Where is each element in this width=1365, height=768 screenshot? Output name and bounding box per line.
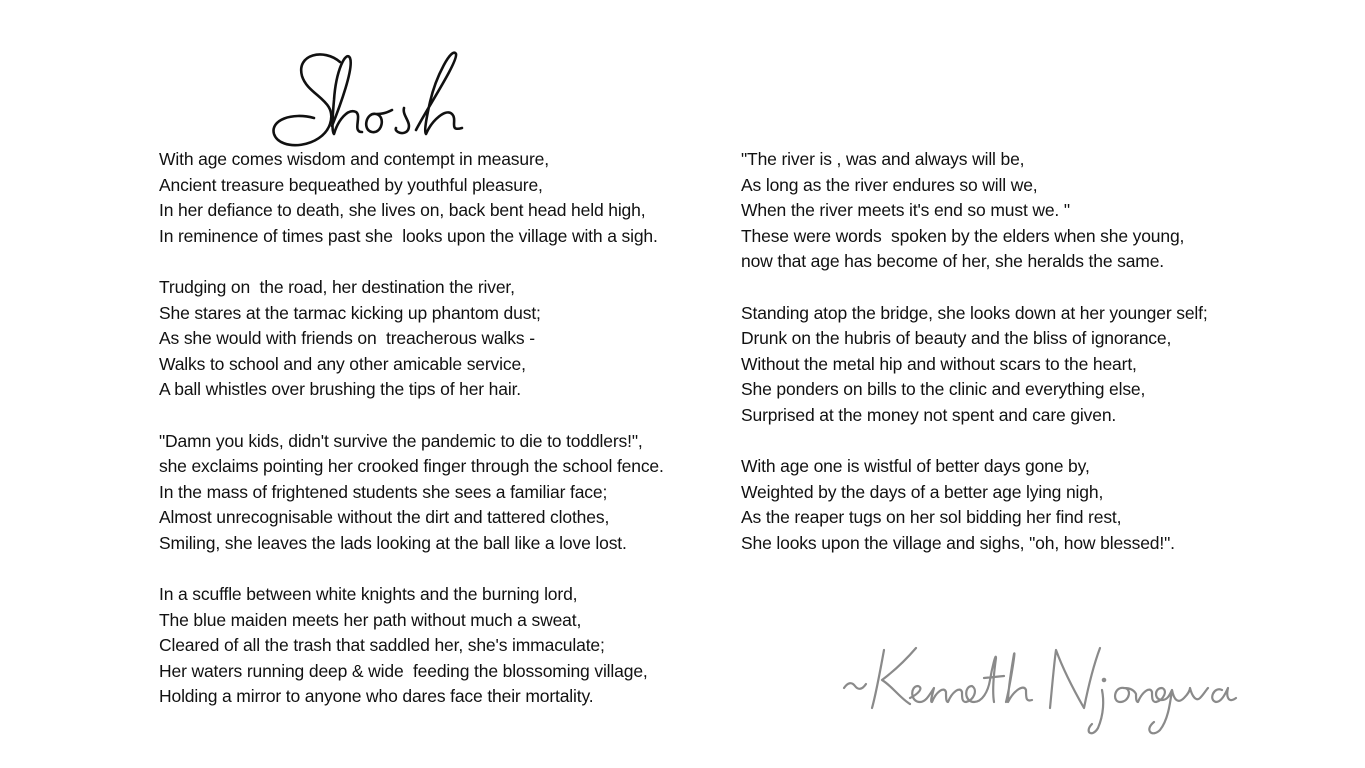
poem-line: When the river meets it's end so must we. " (741, 200, 1070, 221)
poem-line: "The river is , was and always will be, (741, 149, 1025, 169)
stanza (741, 454, 1301, 556)
stanza (741, 147, 1301, 275)
poem-line: She looks upon the village and sighs, "oh, how blessed!". (741, 532, 1175, 553)
poem-line: These were words spoken by the elders when she young, (741, 225, 1185, 246)
author-signature (838, 628, 1238, 738)
poem-left-column (159, 147, 729, 736)
poem-line: Cleared of all the trash that saddled her, she's immaculate; (159, 635, 605, 656)
poem-line: "Damn you kids, didn't survive the pandemic to die to toddlers!", (159, 430, 643, 451)
poem-line: Weighted by the days of a better age lying nigh, (741, 481, 1104, 502)
stanza (159, 429, 729, 557)
poem-line: In the mass of frightened students she sees a familiar face; (159, 481, 608, 502)
poem-line: now that age has become of her, she heralds the same. (741, 251, 1165, 272)
poem-line: With age comes wisdom and contempt in measure, (159, 149, 549, 169)
stanza (741, 301, 1301, 429)
stanza (159, 275, 729, 403)
poem-line: A ball whistles over brushing the tips of her hair. (159, 379, 521, 400)
poem-line: As she would with friends on treacherous walks - (159, 328, 535, 349)
poem-right-column (741, 147, 1301, 582)
title-script-drawing (262, 40, 482, 160)
poem-line: Trudging on the road, her destination the river, (159, 276, 515, 297)
poem-line: Holding a mirror to anyone who dares face their mortality. (159, 686, 594, 707)
poem-line: Without the metal hip and without scars to the heart, (741, 353, 1137, 374)
poem-line: As the reaper tugs on her sol bidding her find rest, (741, 507, 1122, 528)
poem-line: Smiling, she leaves the lads looking at the ball like a love lost. (159, 532, 627, 553)
poem-line: she exclaims pointing her crooked finger through the school fence. (159, 456, 664, 477)
poem-line: In her defiance to death, she lives on, back bent head held high, (159, 200, 646, 221)
poem-title (262, 40, 482, 160)
stanza (159, 147, 729, 249)
poem-line: Ancient treasure bequeathed by youthful pleasure, (159, 174, 543, 195)
signature-script-drawing (838, 628, 1238, 738)
poem-line: In reminence of times past she looks upon the village with a sigh. (159, 225, 658, 246)
poem-line: In a scuffle between white knights and the burning lord, (159, 584, 578, 605)
poem-line: Her waters running deep & wide feeding the blossoming village, (159, 660, 648, 681)
poem-line: Walks to school and any other amicable service, (159, 353, 526, 374)
poem-line: With age one is wistful of better days gone by, (741, 456, 1090, 477)
poem-line: Surprised at the money not spent and care given. (741, 404, 1117, 425)
stanza (159, 582, 729, 710)
poem-line: As long as the river endures so will we, (741, 174, 1038, 195)
poem-line: Standing atop the bridge, she looks down at her younger self; (741, 302, 1208, 323)
poem-line: She ponders on bills to the clinic and everything else, (741, 379, 1146, 400)
poem-line: Drunk on the hubris of beauty and the bliss of ignorance, (741, 328, 1172, 349)
poem-line: The blue maiden meets her path without much a sweat, (159, 609, 582, 630)
poem-line: Almost unrecognisable without the dirt and tattered clothes, (159, 507, 610, 528)
poem-line: She stares at the tarmac kicking up phantom dust; (159, 302, 541, 323)
